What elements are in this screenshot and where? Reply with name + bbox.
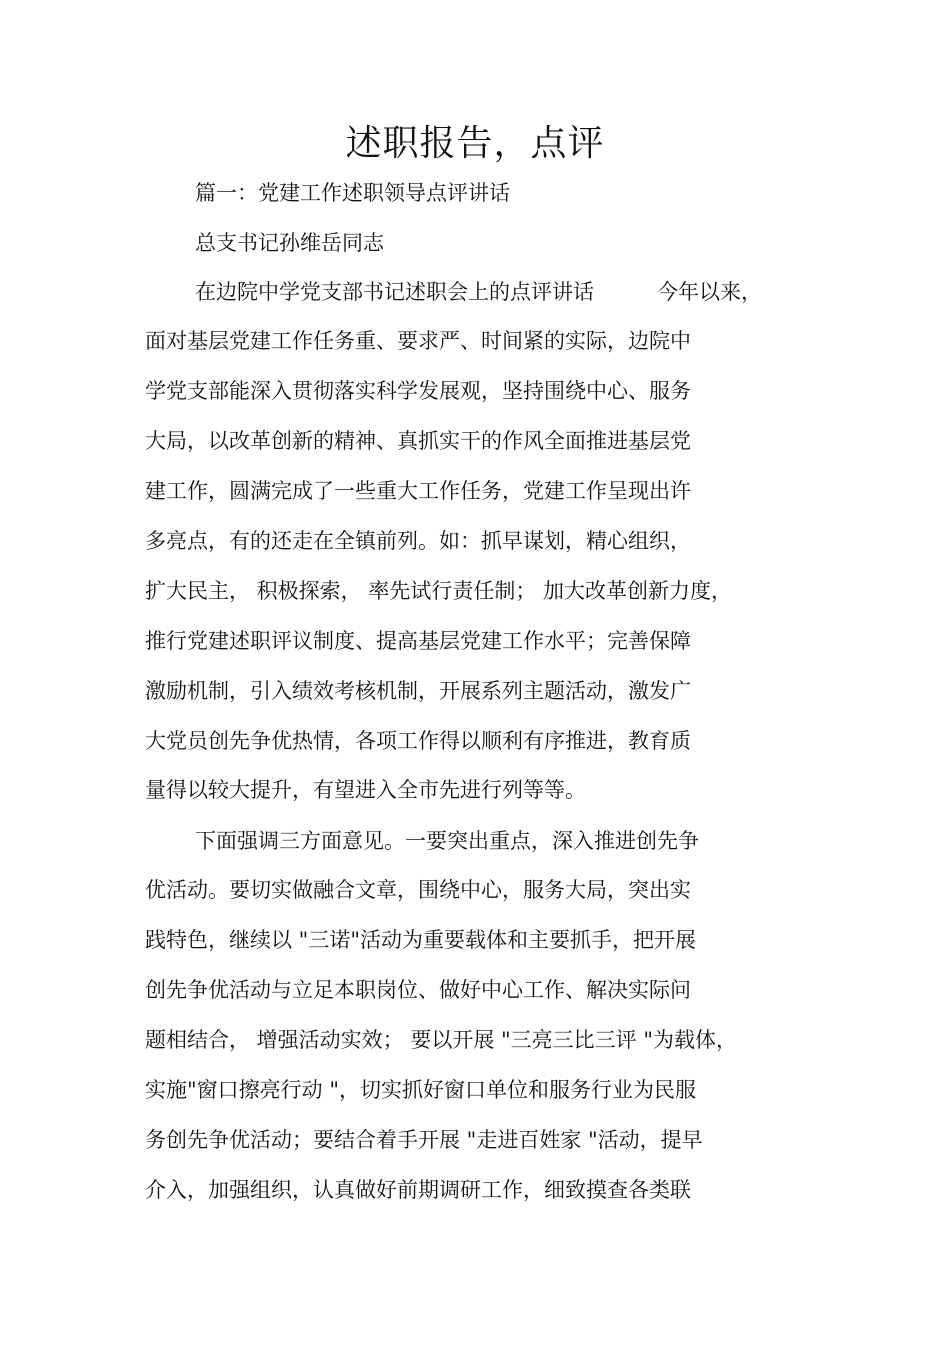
body-line: 多亮点，有的还走在全镇前列。如：抓早谋划，精心组织，	[145, 529, 691, 553]
body-line: 践特色，继续以 "三诺"活动为重要载体和主要抓手，把开展	[145, 928, 696, 952]
body-line: 学党支部能深入贯彻落实科学发展观，坚持围绕中心、服务	[145, 379, 691, 403]
body-line: 务创先争优活动；要结合着手开展 "走进百姓家 "活动，提早	[145, 1128, 703, 1152]
body-line: 激励机制，引入绩效考核机制，开展系列主题活动，激发广	[145, 679, 691, 703]
body-line: 题相结合， 增强活动实效； 要以开展 "三亮三比三评 "为载体，	[145, 1028, 738, 1052]
body-line: 实施"窗口擦亮行动 "，切实抓好窗口单位和服务行业为民服	[145, 1078, 696, 1102]
body-line: 推行党建述职评议制度、提高基层党建工作水平；完善保障	[145, 629, 691, 653]
body-line: 大局，以改革创新的精神、真抓实干的作风全面推进基层党	[145, 429, 691, 453]
body-line: 面对基层党建工作任务重、要求严、时间紧的实际，边院中	[145, 329, 691, 353]
document-title: 述职报告，点评	[345, 123, 605, 164]
heading-line: 篇一：党建工作述职领导点评讲话	[195, 181, 510, 205]
author-line: 总支书记孙维岳同志	[195, 231, 384, 255]
body-line: 创先争优活动与立足本职岗位、做好中心工作、解决实际问	[145, 978, 691, 1002]
body-line: 扩大民主， 积极探索， 率先试行责任制； 加大改革创新力度，	[145, 579, 733, 603]
body-line: 建工作，圆满完成了一些重大工作任务，党建工作呈现出许	[145, 479, 691, 503]
body-line: 介入，加强组织，认真做好前期调研工作，细致摸查各类联	[145, 1178, 691, 1202]
body-line: 优活动。要切实做融合文章，围绕中心，服务大局，突出实	[145, 878, 691, 902]
body-line: 在边院中学党支部书记述职会上的点评讲话 今年以来，	[195, 280, 762, 304]
body-line: 下面强调三方面意见。一要突出重点，深入推进创先争	[195, 829, 699, 853]
body-line: 大党员创先争优热情，各项工作得以顺利有序推进，教育质	[145, 729, 691, 753]
body-line: 量得以较大提升，有望进入全市先进行列等等。	[145, 778, 586, 802]
